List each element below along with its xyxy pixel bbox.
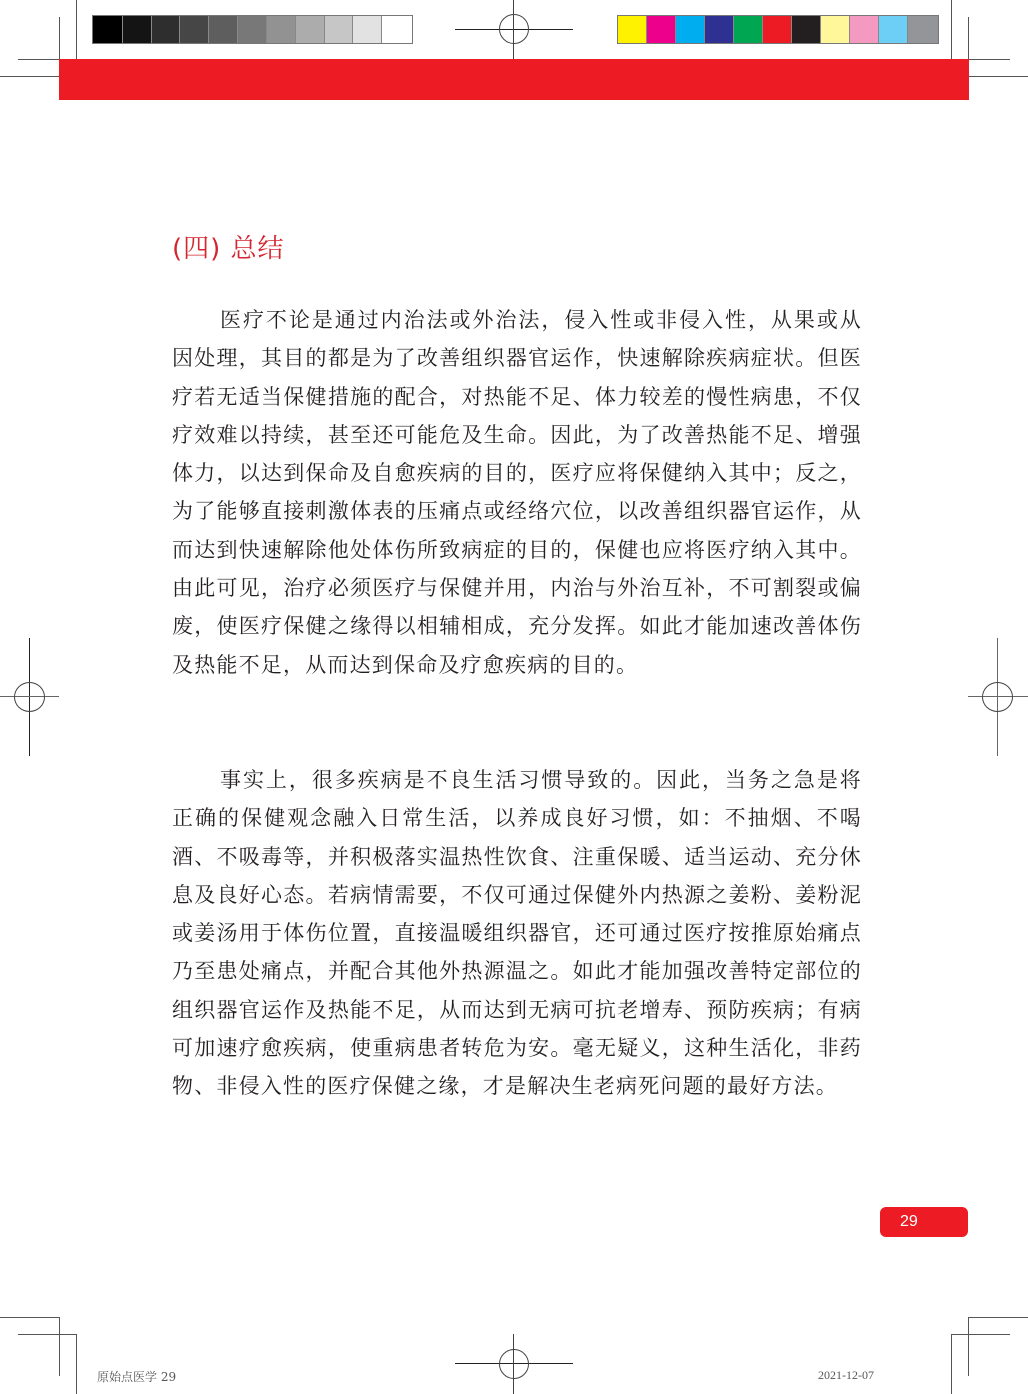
crop-mark: [968, 76, 1028, 77]
body-paragraph: 事实上，很多疾病是不良生活习惯导致的。因此，当务之急是将正确的保健观念融入日常生活，以养成良好习惯，如：不抽烟、不喝酒、不吸毒等，并积极落实温热性饮食、注重保暖、适当运动、充分休息及良好心态。若病情需要，不仅可通过保健外内热源之姜粉、姜粉泥或姜汤用于体伤位置，直接温暖组织器官，还可通过医疗按推原始痛点乃至患处痛点，并配合其他外热源温之。如此才能加强改善特定部位的组织器官运作及热能不足，从而达到无病可抗老增寿、预防疾病；有病可加速疗愈疾病，使重病患者转危为安。毫无疑义，这种生活化，非药物、非侵入性的医疗保健之缘，才是解决生老病死问题的最好方法。: [172, 768, 862, 1099]
color-swatch: [879, 16, 908, 43]
gray-swatch: [123, 16, 152, 43]
gray-swatch: [296, 16, 325, 43]
crop-mark: [951, 0, 952, 59]
crop-mark: [18, 1334, 77, 1335]
crop-mark: [951, 1334, 952, 1394]
color-swatch: [618, 16, 647, 43]
gray-swatch: [93, 16, 123, 43]
color-swatch: [850, 16, 879, 43]
gray-swatch: [152, 16, 181, 43]
footer-date: 2021-12-07: [818, 1368, 874, 1382]
registration-mark-bottom: [455, 1334, 573, 1394]
crop-mark: [0, 1317, 59, 1318]
gray-swatch: [267, 16, 296, 43]
color-swatch: [734, 16, 763, 43]
crop-mark: [969, 59, 1010, 60]
gray-swatch: [325, 16, 354, 43]
registration-mark-left: [0, 638, 60, 758]
gray-swatch: [353, 16, 382, 43]
color-swatch: [763, 16, 792, 43]
crop-mark: [76, 1334, 77, 1394]
crop-mark: [968, 1317, 969, 1376]
gray-swatch: [209, 16, 238, 43]
color-swatch: [821, 16, 850, 43]
page-number-badge: 29: [880, 1207, 968, 1237]
color-swatch: [647, 16, 676, 43]
color-calibration-bar: [617, 15, 939, 44]
color-swatch: [792, 16, 821, 43]
gray-swatch: [382, 16, 412, 43]
gray-swatch: [238, 16, 267, 43]
color-swatch: [908, 16, 938, 43]
grayscale-calibration-bar: [92, 15, 413, 44]
crop-mark: [59, 1317, 60, 1376]
registration-mark-top: [455, 0, 573, 60]
body-paragraph: 医疗不论是通过内治法或外治法，侵入性或非侵入性，从果或从因处理，其目的都是为了改善组织器官运作，快速解除疾病症状。但医疗若无适当保健措施的配合，对热能不足、体力较差的慢性病患，不仅疗效难以持续，甚至还可能危及生命。因此，为了改善热能不足、增强体力，以达到保命及自愈疾病的目的，医疗应将保健纳入其中；反之，为了能够直接刺激体表的压痛点或经络穴位，以改善组织器官运作，从而达到快速解除他处体伤所致病症的目的，保健也应将医疗纳入其中。由此可见，治疗必须医疗与保健并用，内治与外治互补，不可割裂或偏废，使医疗保健之缘得以相辅相成，充分发挥。如此才能加速改善体伤及热能不足，从而达到保命及疗愈疾病的目的。: [172, 308, 862, 677]
crop-mark: [0, 76, 59, 77]
gray-swatch: [180, 16, 209, 43]
header-bar: [59, 59, 969, 100]
crop-mark: [968, 1317, 1028, 1318]
registration-mark-right: [968, 638, 1028, 758]
section-heading: (四) 总结: [172, 234, 285, 264]
color-swatch: [705, 16, 734, 43]
color-swatch: [676, 16, 705, 43]
crop-mark: [951, 1334, 1010, 1335]
crop-mark: [76, 0, 77, 59]
footer-file-label: 原始点医学 29: [97, 1370, 177, 1384]
